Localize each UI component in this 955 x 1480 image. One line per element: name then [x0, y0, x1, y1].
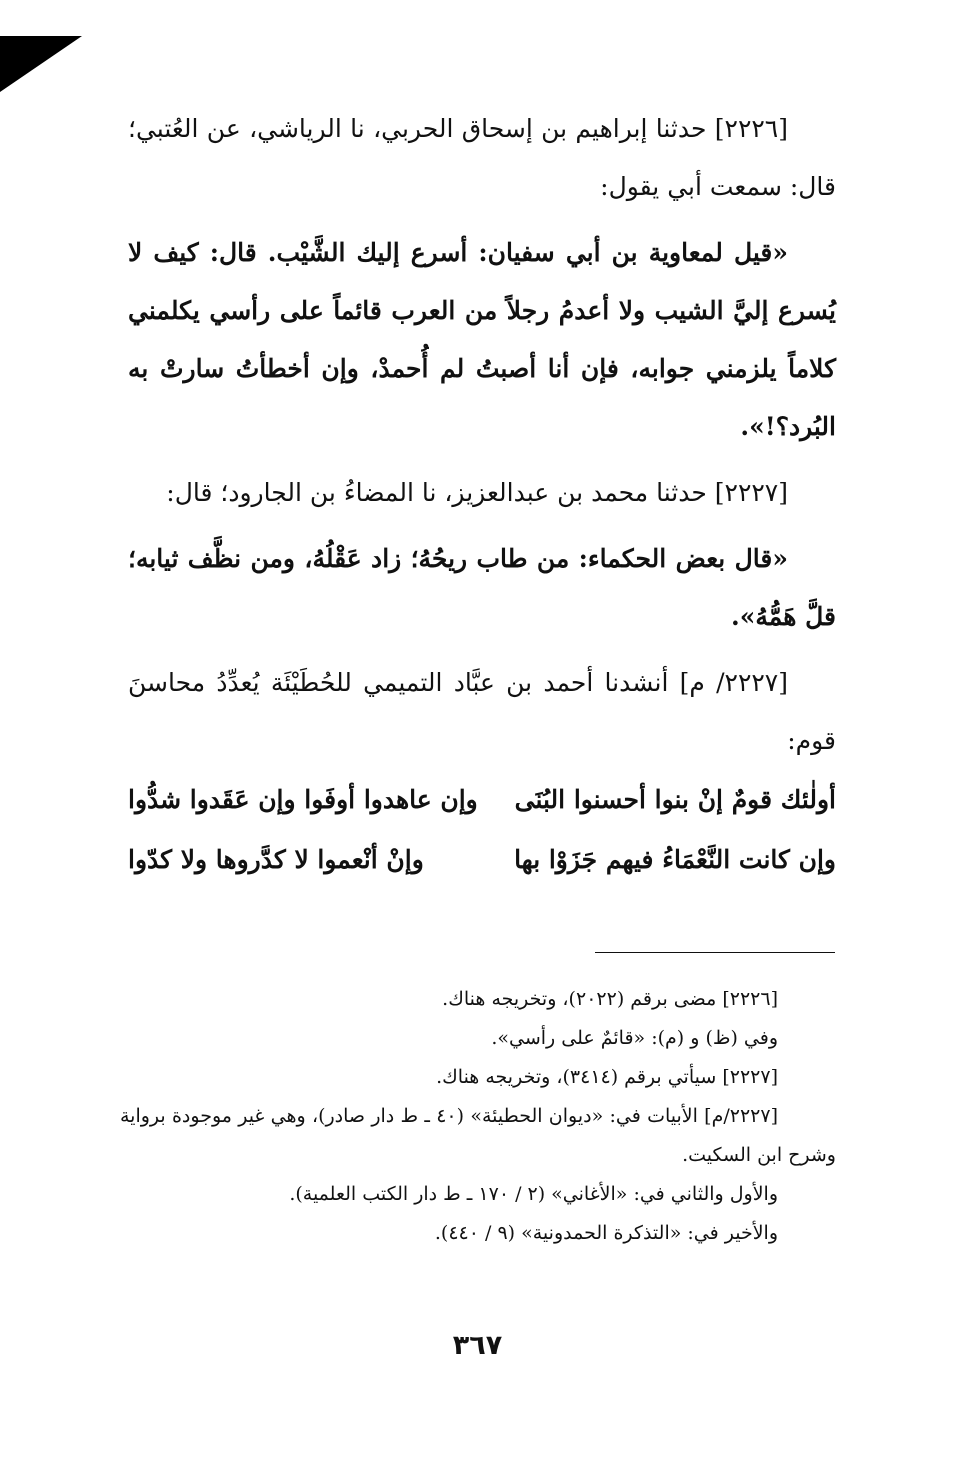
- footnote: والأول والثاني في: «الأغاني» (٢ / ١٧٠ ـ ط دار الكتب العلمية).: [289, 1183, 778, 1205]
- verse-first-hemistich: وإن كانت النَّعْمَاءُ فيهم جَزَوْا بها: [514, 845, 836, 874]
- footnote-separator: [595, 952, 835, 953]
- main-text: [128, 100, 836, 890]
- page-number: ٣٦٧: [452, 1330, 503, 1361]
- poem-verse: [128, 830, 836, 890]
- footnote: والأخير في: «التذكرة الحمدونية» (٩ / ٤٤٠).: [434, 1222, 778, 1244]
- footnote: [٢٢٢٧/م] الأبيات في: «ديوان الحطيئة» (٤٠ ـ ط دار صادر)، وهي غير موجودة برواية وشرح ابن السكيت.: [120, 1105, 836, 1166]
- paragraph-2226-isnad: [٢٢٢٦] حدثنا إبراهيم بن إسحاق الحربي، نا الرياشي، عن العُتبي؛ قال: سمعت أبي يقول:: [128, 114, 836, 201]
- poem-verse: [128, 770, 836, 830]
- verse-first-hemistich: أولٰئك قومٌ إنْ بنوا أحسنوا البُنَى: [514, 785, 836, 814]
- footnote: [٢٢٢٦] مضى برقم (٢٠٢٢)، وتخريجه هناك.: [442, 988, 778, 1010]
- paragraph-2227-text: «قال بعض الحكماء: من طاب ريحُهُ؛ زاد عَقْلُهُ، ومن نظَّف ثيابه؛ قلَّ هَمُّهُ».: [128, 544, 836, 631]
- paragraph-2227-isnad: [٢٢٢٧] حدثنا محمد بن عبدالعزيز، نا المضاءُ بن الجارود؛ قال:: [166, 478, 788, 507]
- footnote: وفي (ظ) و (م): «قائمٌ على رأسي».: [491, 1027, 778, 1049]
- verse-second-hemistich: وإنْ أنْعموا لا كدَّروها ولا كدّوا: [128, 845, 424, 874]
- footnote: [٢٢٢٧] سيأتي برقم (٣٤١٤)، وتخريجه هناك.: [436, 1066, 778, 1088]
- verse-second-hemistich: وإن عاهدوا أوفَوا وإن عَقَدوا شدُّوا: [128, 785, 478, 814]
- footnotes: [120, 980, 836, 1253]
- paragraph-2226-text: «قيل لمعاوية بن أبي سفيان: أسرع إليك الشَّيْب. قال: كيف لا يُسرع إليَّ الشيب ولا أعدمُ رجلاً من العرب قائماً على رأسي يكلمني كلاماً يلزمني جوابه، فإن أنا أصبتُ لم أُحمدْ، وإن أخطأتُ سارتْ به البُرد؟!».: [128, 238, 836, 441]
- paragraph-2227m-isnad: [٢٢٢٧/ م] أنشدنا أحمد بن عبَّاد التميمي للحُطَيْئَة يُعدِّدُ محاسنَ قوم:: [128, 668, 836, 755]
- corner-thumb-mark: [0, 36, 82, 92]
